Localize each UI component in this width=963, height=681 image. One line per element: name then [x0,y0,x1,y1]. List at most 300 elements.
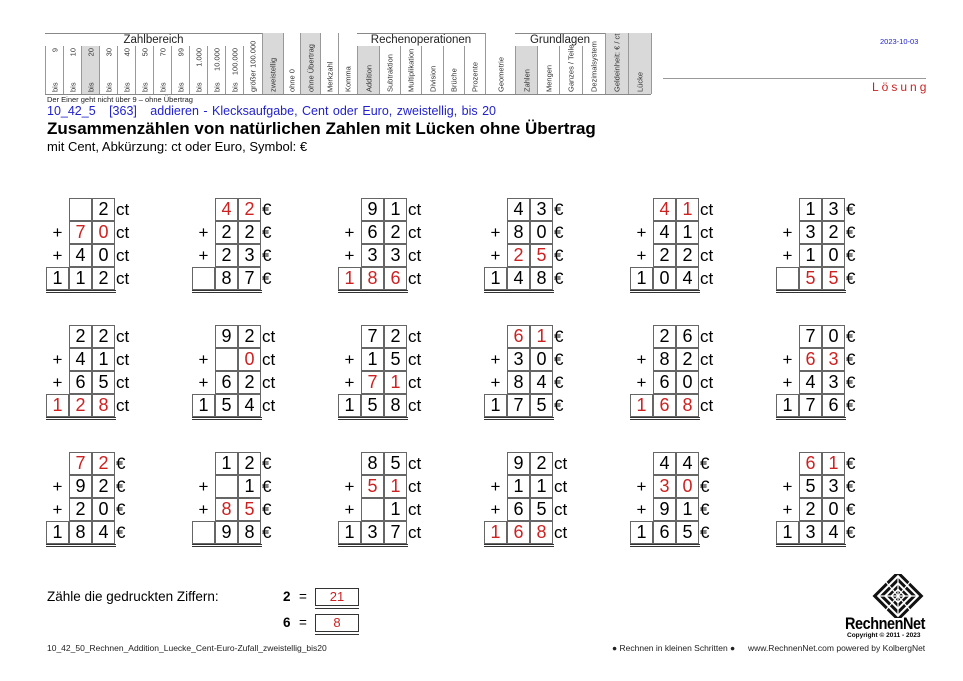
plus-sign: + [198,223,209,242]
addition-problem [192,198,332,294]
header-category-cell [135,46,153,94]
sum-row [46,267,186,290]
plus-sign: + [782,500,793,519]
addition-problem [484,198,624,294]
unit-label: € [554,350,564,369]
digit-cell: 4 [653,221,676,244]
digit-cell: 3 [361,244,384,267]
sum-double-underline [338,544,408,547]
digit-cell: 1 [484,394,507,417]
answer-digit-cell[interactable]: 5 [238,498,261,521]
digit-cell: 6 [69,371,92,394]
answer-digit-cell[interactable]: 1 [630,394,653,417]
digit-cell: 1 [776,521,799,544]
sum-double-underline [776,290,846,293]
answer-digit-cell[interactable]: 0 [92,221,115,244]
addend-row [776,498,916,521]
header-category-label: zweistellig [268,57,278,92]
addend-row [192,348,332,371]
unit-label: € [554,373,564,392]
header-category-label: Ganzes / Teile [566,44,576,92]
plus-sign: + [344,500,355,519]
answer-digit-cell[interactable]: 1 [46,394,69,417]
header-category-value: 50 [140,48,149,57]
digit-cell: 1 [676,221,699,244]
answer-digit-cell[interactable]: 1 [384,475,407,498]
header-category-cell [171,46,189,94]
digit-cell: 5 [384,348,407,371]
answer-digit-cell[interactable]: 6 [507,521,530,544]
answer-digit-cell[interactable]: 7 [361,371,384,394]
answer-digit-cell[interactable]: 4 [215,198,238,221]
header-category-cell [537,46,559,94]
digit-cell: 9 [69,475,92,498]
sum-row [338,521,478,544]
header-category-value: 100.000 [230,48,239,76]
answer-digit-cell[interactable]: 3 [653,475,676,498]
digit-cell [215,475,238,498]
addend-row [630,452,770,475]
digit-cell: 6 [653,371,676,394]
unit-label: ct [408,477,422,496]
digit-cell [361,498,384,521]
addend-row [46,244,186,267]
addend-row [338,348,478,371]
header-category-value: 10 [68,48,77,57]
header-category-cell [225,46,243,94]
answer-digit-cell[interactable]: 8 [361,267,384,290]
digit-cell: 3 [238,244,261,267]
plus-sign: + [490,223,501,242]
plus-sign: + [344,223,355,242]
unit-label: ct [116,396,130,415]
addend-row [630,498,770,521]
addend-row [484,244,624,267]
digit-cell: 5 [530,394,553,417]
unit-label: ct [116,223,130,242]
digit-cell [192,267,215,290]
answer-digit-cell[interactable]: 2 [69,394,92,417]
unit-label: ct [554,500,568,519]
digit-cell [69,198,92,221]
digit-cell: 8 [361,452,384,475]
answer-digit-cell[interactable]: 1 [822,452,845,475]
unit-label: ct [408,246,422,265]
digit-cell: 3 [361,521,384,544]
addition-problem [338,198,478,294]
header-category-label: bis [194,82,203,92]
header-category-cell [320,33,338,94]
digit-cell: 2 [69,498,92,521]
solution-label: Lösung [872,80,930,94]
unit-label: € [262,269,272,288]
plus-sign: + [636,223,647,242]
unit-label: € [846,246,856,265]
addend-row [484,325,624,348]
plus-sign: + [490,350,501,369]
plus-sign: + [52,246,63,265]
digit-cell: 7 [507,394,530,417]
plus-sign: + [344,477,355,496]
sum-row [192,267,332,290]
digit-cell: 2 [238,452,261,475]
unit-label: ct [116,200,130,219]
unit-label: ct [408,269,422,288]
unit-label: ct [700,269,714,288]
digit-cell: 6 [361,221,384,244]
answer-digit-cell[interactable]: 0 [676,475,699,498]
header-category-value: 10.000 [212,48,221,71]
page-title: Zusammenzählen von natürlichen Zahlen mit Lücken ohne Übertrag [47,119,596,138]
header-category-cell [300,33,320,94]
answer-digit-cell[interactable]: 1 [530,325,553,348]
sum-row [338,267,478,290]
digit-cell: 2 [653,325,676,348]
header-category-cell [357,46,379,94]
digit-cell: 2 [238,371,261,394]
addend-row [630,371,770,394]
sum-row [776,521,916,544]
addend-row [630,244,770,267]
plus-sign: + [782,223,793,242]
digit-cell: 4 [653,452,676,475]
digit-cell: 3 [799,521,822,544]
digit-cell: 0 [822,244,845,267]
plus-sign: + [198,477,209,496]
sum-row [776,394,916,417]
answer-digit-cell[interactable]: 7 [69,452,92,475]
plus-sign: + [198,500,209,519]
worksheet-code-line: 10_42_5 [363] addieren - Klecksaufgabe, Cent oder Euro, zweistellig, bis 20 [47,104,496,118]
digit-cell: 2 [238,221,261,244]
digit-cell: 5 [530,498,553,521]
addend-row [630,475,770,498]
answer-digit-cell[interactable]: 5 [530,244,553,267]
digit-cell [192,521,215,544]
digit-cell: 1 [776,394,799,417]
unit-label: ct [408,223,422,242]
answer-digit-cell[interactable]: 2 [507,244,530,267]
digit-cell: 8 [69,521,92,544]
digit-cell: 1 [630,521,653,544]
addition-problem [484,452,624,548]
digit-cell: 1 [92,348,115,371]
answer-digit-cell[interactable]: 7 [69,221,92,244]
header-category-label: bis [212,82,221,92]
unit-label: ct [408,454,422,473]
digit-cell: 1 [215,452,238,475]
header-category-label: Mengen [544,64,553,92]
addend-row [192,475,332,498]
unit-label: € [262,454,272,473]
answer-digit-cell[interactable]: 1 [676,198,699,221]
count-answer-box[interactable]: 21 [315,588,359,606]
header-category-label: bis [68,82,77,92]
unit-label: € [846,500,856,519]
footer-slogan: ● Rechnen in kleinen Schritten ● [612,643,736,653]
sum-double-underline [630,417,700,420]
sum-double-underline [630,290,700,293]
answer-digit-cell[interactable]: 8 [215,498,238,521]
header-category-cell [153,46,171,94]
digit-cell: 0 [530,348,553,371]
answer-digit-cell[interactable]: 6 [653,394,676,417]
digit-cell: 0 [822,498,845,521]
header-category-cell [63,46,81,94]
sum-double-underline [776,417,846,420]
addend-row [776,452,916,475]
answer-digit-cell[interactable]: 1 [484,521,507,544]
digit-cell: 2 [92,325,115,348]
header-category-label: bis [140,82,149,92]
addend-row [338,371,478,394]
addend-row [776,371,916,394]
digit-cell: 1 [384,498,407,521]
sum-double-underline [46,417,116,420]
addition-problem [46,325,186,421]
unit-label: € [846,373,856,392]
addition-problem [192,452,332,548]
header-category-cell [283,33,300,94]
addend-row [46,475,186,498]
addition-problem [630,198,770,294]
addend-row [776,348,916,371]
unit-label: € [846,223,856,242]
count-digit: 2 [283,589,291,604]
header-category-label: Prozente [470,61,480,92]
unit-label: € [846,327,856,346]
digit-cell: 8 [507,371,530,394]
plus-sign: + [782,350,793,369]
digit-cell: 2 [822,221,845,244]
addend-row [776,221,916,244]
unit-label: ct [700,200,714,219]
digit-cell: 7 [361,325,384,348]
unit-label: € [846,523,856,542]
unit-label: € [262,200,272,219]
header-category-label: bis [104,82,113,92]
digit-cell: 1 [507,475,530,498]
header-category-label: bis [176,82,185,92]
unit-label: € [554,327,564,346]
answer-digit-cell[interactable]: 5 [361,475,384,498]
addend-row [338,498,478,521]
header-category-cell [605,33,628,94]
addition-problem [776,198,916,294]
answer-digit-cell[interactable]: 2 [92,452,115,475]
answer-digit-cell[interactable]: 3 [822,348,845,371]
digit-cell: 6 [215,371,238,394]
unit-label: € [846,200,856,219]
unit-label: € [116,477,126,496]
digit-cell: 2 [215,221,238,244]
addend-row [46,325,186,348]
unit-label: ct [116,269,130,288]
plus-sign: + [490,477,501,496]
digit-cell: 1 [338,521,361,544]
unit-label: ct [700,350,714,369]
unit-label: € [846,454,856,473]
header-category-cell [81,46,99,94]
header-group-title: Zahlbereich [45,33,262,47]
sum-row [338,394,478,417]
addend-row [192,244,332,267]
answer-digit-cell[interactable]: 6 [799,348,822,371]
digit-cell: 2 [530,452,553,475]
header-category-value: 1.000 [194,48,203,67]
digit-cell: 9 [507,452,530,475]
digit-cell: 1 [46,267,69,290]
sum-double-underline [46,544,116,547]
answer-digit-cell[interactable]: 6 [799,452,822,475]
count-label: Zähle die gedruckten Ziffern: [47,589,219,604]
answer-digit-cell[interactable]: 8 [676,394,699,417]
header-category-label: bis [50,82,59,92]
digit-cell: 9 [361,198,384,221]
answer-digit-cell[interactable]: 8 [92,394,115,417]
digit-cell: 4 [676,452,699,475]
unit-label: € [700,523,710,542]
addend-row [46,198,186,221]
plus-sign: + [198,350,209,369]
unit-label: ct [408,500,422,519]
addend-row [46,371,186,394]
digit-cell: 2 [384,221,407,244]
digit-cell: 8 [215,267,238,290]
addend-row [484,198,624,221]
unit-label: € [554,396,564,415]
header-category-cell [262,33,283,94]
answer-digit-cell[interactable]: 2 [238,198,261,221]
answer-digit-cell[interactable]: 4 [653,198,676,221]
digit-cell: 3 [507,348,530,371]
digit-cell: 9 [215,325,238,348]
addend-row [484,221,624,244]
unit-label: ct [262,327,276,346]
addend-row [338,244,478,267]
unit-label: ct [408,350,422,369]
unit-label: ct [116,327,130,346]
digit-cell: 0 [676,371,699,394]
unit-label: ct [116,246,130,265]
digit-cell: 5 [361,394,384,417]
answer-digit-cell[interactable]: 8 [530,521,553,544]
addend-row [338,475,478,498]
header-category-label: bis [158,82,167,92]
digit-cell: 1 [676,498,699,521]
digit-cell: 7 [238,267,261,290]
header-category-cell [559,46,582,94]
header-category-label: Division [428,65,437,92]
footer-website-link[interactable]: www.RechnenNet.com powered by KolbergNet [748,643,926,653]
sum-double-underline [630,544,700,547]
answer-digit-cell[interactable]: 6 [384,267,407,290]
digit-cell: 6 [507,498,530,521]
unit-label: € [700,454,710,473]
digit-cell [776,267,799,290]
sum-row [46,521,186,544]
header-category-cell [628,33,651,94]
header-category-label: bis [86,82,95,92]
unit-label: € [262,246,272,265]
header-category-value: 9 [50,48,59,53]
header-note: Der Einer geht nicht über 9 – ohne Übertrag [47,95,193,104]
addition-problem [192,325,332,421]
addition-problem [776,325,916,421]
unit-label: € [846,269,856,288]
unit-label: ct [408,523,422,542]
plus-sign: + [344,373,355,392]
unit-label: € [554,269,564,288]
header-category-cell [582,41,605,94]
sum-double-underline [338,417,408,420]
digit-cell: 8 [384,394,407,417]
header-category-label: Lücke [635,71,645,92]
equals-sign: = [299,589,307,604]
name-line-divider [663,78,926,79]
header-category-cell [485,33,515,94]
plus-sign: + [344,350,355,369]
digit-cell: 1 [384,198,407,221]
digit-cell: 5 [799,475,822,498]
header-category-cell [117,46,135,94]
count-answer-box[interactable]: 8 [315,614,359,632]
unit-label: € [262,477,272,496]
plus-sign: + [490,373,501,392]
addend-row [630,325,770,348]
answer-digit-cell[interactable]: 0 [238,348,261,371]
unit-label: ct [700,373,714,392]
addition-problem [46,452,186,548]
unit-label: ct [700,246,714,265]
digit-cell: 9 [653,498,676,521]
header-category-cell [400,46,421,94]
header-category-value: 30 [104,48,113,57]
plus-sign: + [636,477,647,496]
plus-sign: + [782,373,793,392]
unit-label: € [554,223,564,242]
unit-label: € [700,477,710,496]
sum-double-underline [484,544,554,547]
answer-digit-cell[interactable]: 1 [338,267,361,290]
unit-label: ct [554,477,568,496]
addend-row [776,244,916,267]
plus-sign: + [636,373,647,392]
plus-sign: + [52,223,63,242]
digit-cell: 1 [630,267,653,290]
sum-row [630,267,770,290]
digit-cell: 4 [69,348,92,371]
header-category-cell [515,46,537,94]
digit-cell: 0 [653,267,676,290]
digit-cell: 5 [676,521,699,544]
digit-cell: 1 [799,244,822,267]
digit-cell: 3 [822,198,845,221]
digit-cell: 8 [530,267,553,290]
answer-digit-cell[interactable]: 6 [507,325,530,348]
header-category-cell [338,33,357,94]
digit-cell: 1 [799,198,822,221]
answer-digit-cell[interactable]: 5 [799,267,822,290]
digit-cell: 2 [92,198,115,221]
answer-digit-cell[interactable]: 5 [822,267,845,290]
digit-cell: 2 [69,325,92,348]
answer-digit-cell[interactable]: 1 [384,371,407,394]
addend-row [192,221,332,244]
header-category-label: ohne 0 [287,69,297,92]
addend-row [776,198,916,221]
plus-sign: + [490,500,501,519]
